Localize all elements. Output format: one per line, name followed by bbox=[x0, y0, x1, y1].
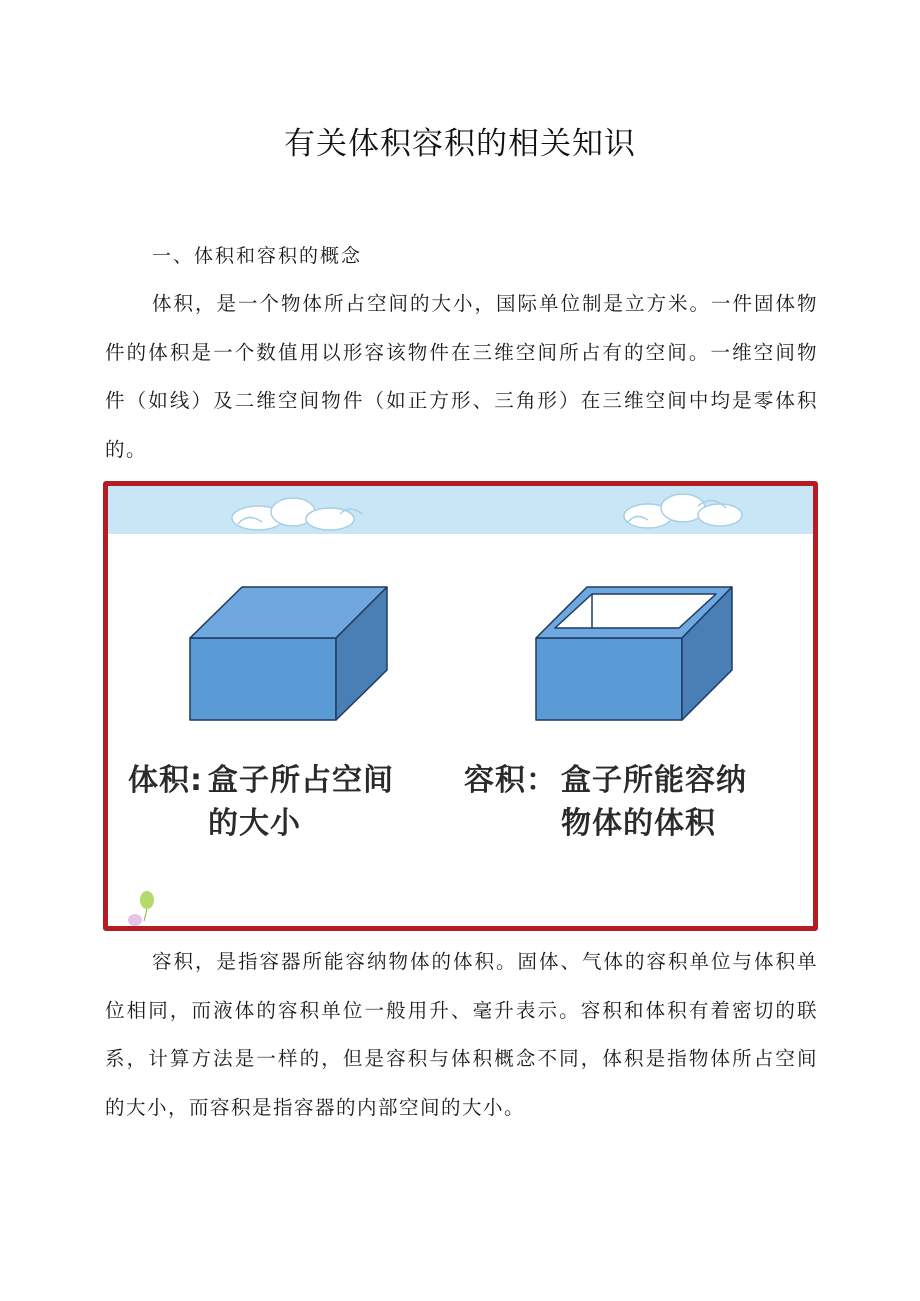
paragraph-capacity-definition: 容积，是指容器所能容纳物体的体积。固体、气体的容积单位与体积单位相同，而液体的容积单位一般用升、毫升表示。容积和体积有着密切的联系，计算方法是一样的，但是容积与体积概念不同，体积是指物体所占空间的大小，而容积是指容器的内部空间的大小。 bbox=[105, 950, 818, 1119]
volume-caption-line2: 的大小 bbox=[208, 806, 301, 841]
volume-capacity-figure bbox=[103, 481, 818, 931]
volume-caption-line1: 盒子所占空间 bbox=[208, 763, 394, 798]
page-title: 有关体积容积的相关知识 bbox=[284, 126, 636, 162]
figure-illustration bbox=[108, 486, 813, 926]
capacity-caption-line1: 盒子所能容纳 bbox=[561, 763, 747, 798]
open-box-icon bbox=[536, 587, 732, 720]
volume-label: 体积: bbox=[128, 763, 203, 798]
balloon-icon bbox=[128, 891, 154, 926]
paragraph-volume-definition: 体积，是一个物体所占空间的大小，国际单位制是立方米。一件固体物件的体积是一个数值用以形容该物件在三维空间所占有的空间。一维空间物件（如线）及二维空间物件（如正方形、三角形）在三维空间中均是零体积的。 bbox=[105, 292, 818, 461]
capacity-label: 容积： bbox=[464, 763, 557, 798]
capacity-caption-line2: 物体的体积 bbox=[561, 806, 716, 841]
solid-box-icon bbox=[190, 587, 387, 720]
section-heading: 一、体积和容积的概念 bbox=[152, 245, 363, 267]
